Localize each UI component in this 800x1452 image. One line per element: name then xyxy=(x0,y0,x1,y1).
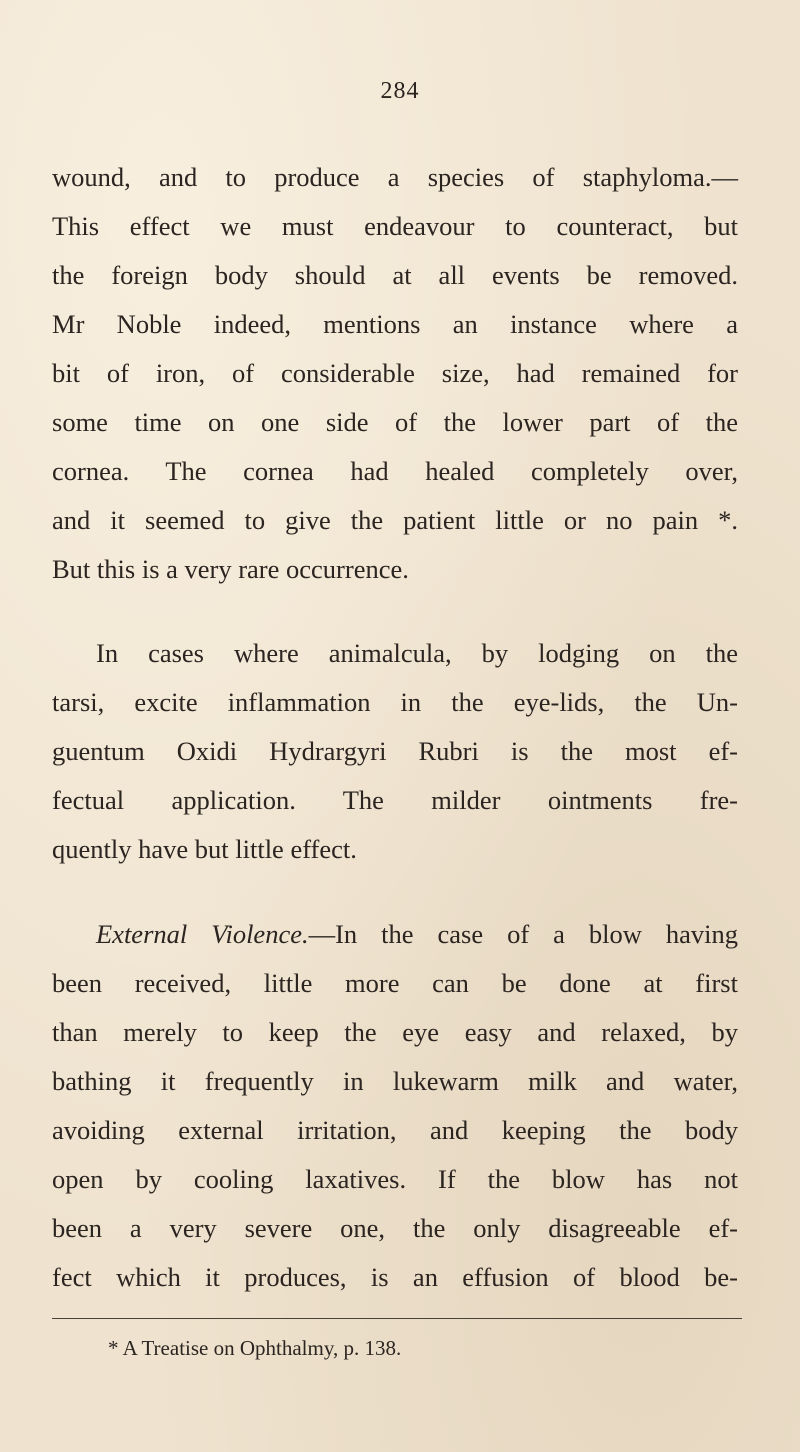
text-line: open by cooling laxatives. If the blow has not xyxy=(52,1164,738,1194)
section-heading-italic: External Violence. xyxy=(96,919,309,949)
text-line: some time on one side of the lower part of the xyxy=(52,407,738,437)
text-line xyxy=(96,917,738,951)
text-line: Mr Noble indeed, mentions an instance where a xyxy=(52,309,738,339)
text-line: been a very severe one, the only disagreeable ef- xyxy=(52,1213,738,1243)
footnote: * A Treatise on Ophthalmy, p. 138. xyxy=(108,1336,402,1360)
text-line: bit of iron, of considerable size, had remained for xyxy=(52,358,738,388)
text-line: cornea. The cornea had healed completely over, xyxy=(52,456,738,486)
text-line: fectual application. The milder ointments fre- xyxy=(52,785,738,815)
text-line: wound, and to produce a species of staphyloma.— xyxy=(52,162,738,192)
page-number: 284 xyxy=(380,78,420,104)
text-line: fect which it produces, is an effusion of blood be- xyxy=(52,1262,738,1292)
text-line: quently have but little effect. xyxy=(52,834,357,864)
text-line: guentum Oxidi Hydrargyri Rubri is the most ef- xyxy=(52,736,738,766)
text-line: than merely to keep the eye easy and relaxed, by xyxy=(52,1017,738,1047)
text-line: and it seemed to give the patient little or no pain *. xyxy=(52,505,738,535)
text-line: In cases where animalcula, by lodging on the xyxy=(96,638,738,668)
text-line: been received, little more can be done at first xyxy=(52,968,738,998)
text-line: This effect we must endeavour to counteract, but xyxy=(52,211,738,241)
footnote-divider xyxy=(52,1318,742,1319)
text-line: But this is a very rare occurrence. xyxy=(52,554,409,584)
text-line: bathing it frequently in lukewarm milk and water, xyxy=(52,1066,738,1096)
text-line: avoiding external irritation, and keeping the body xyxy=(52,1115,738,1145)
text-line: tarsi, excite inflammation in the eye-lids, the Un- xyxy=(52,687,738,717)
text-run: —In the case of a blow having xyxy=(308,919,738,949)
text-line: the foreign body should at all events be removed. xyxy=(52,260,738,290)
